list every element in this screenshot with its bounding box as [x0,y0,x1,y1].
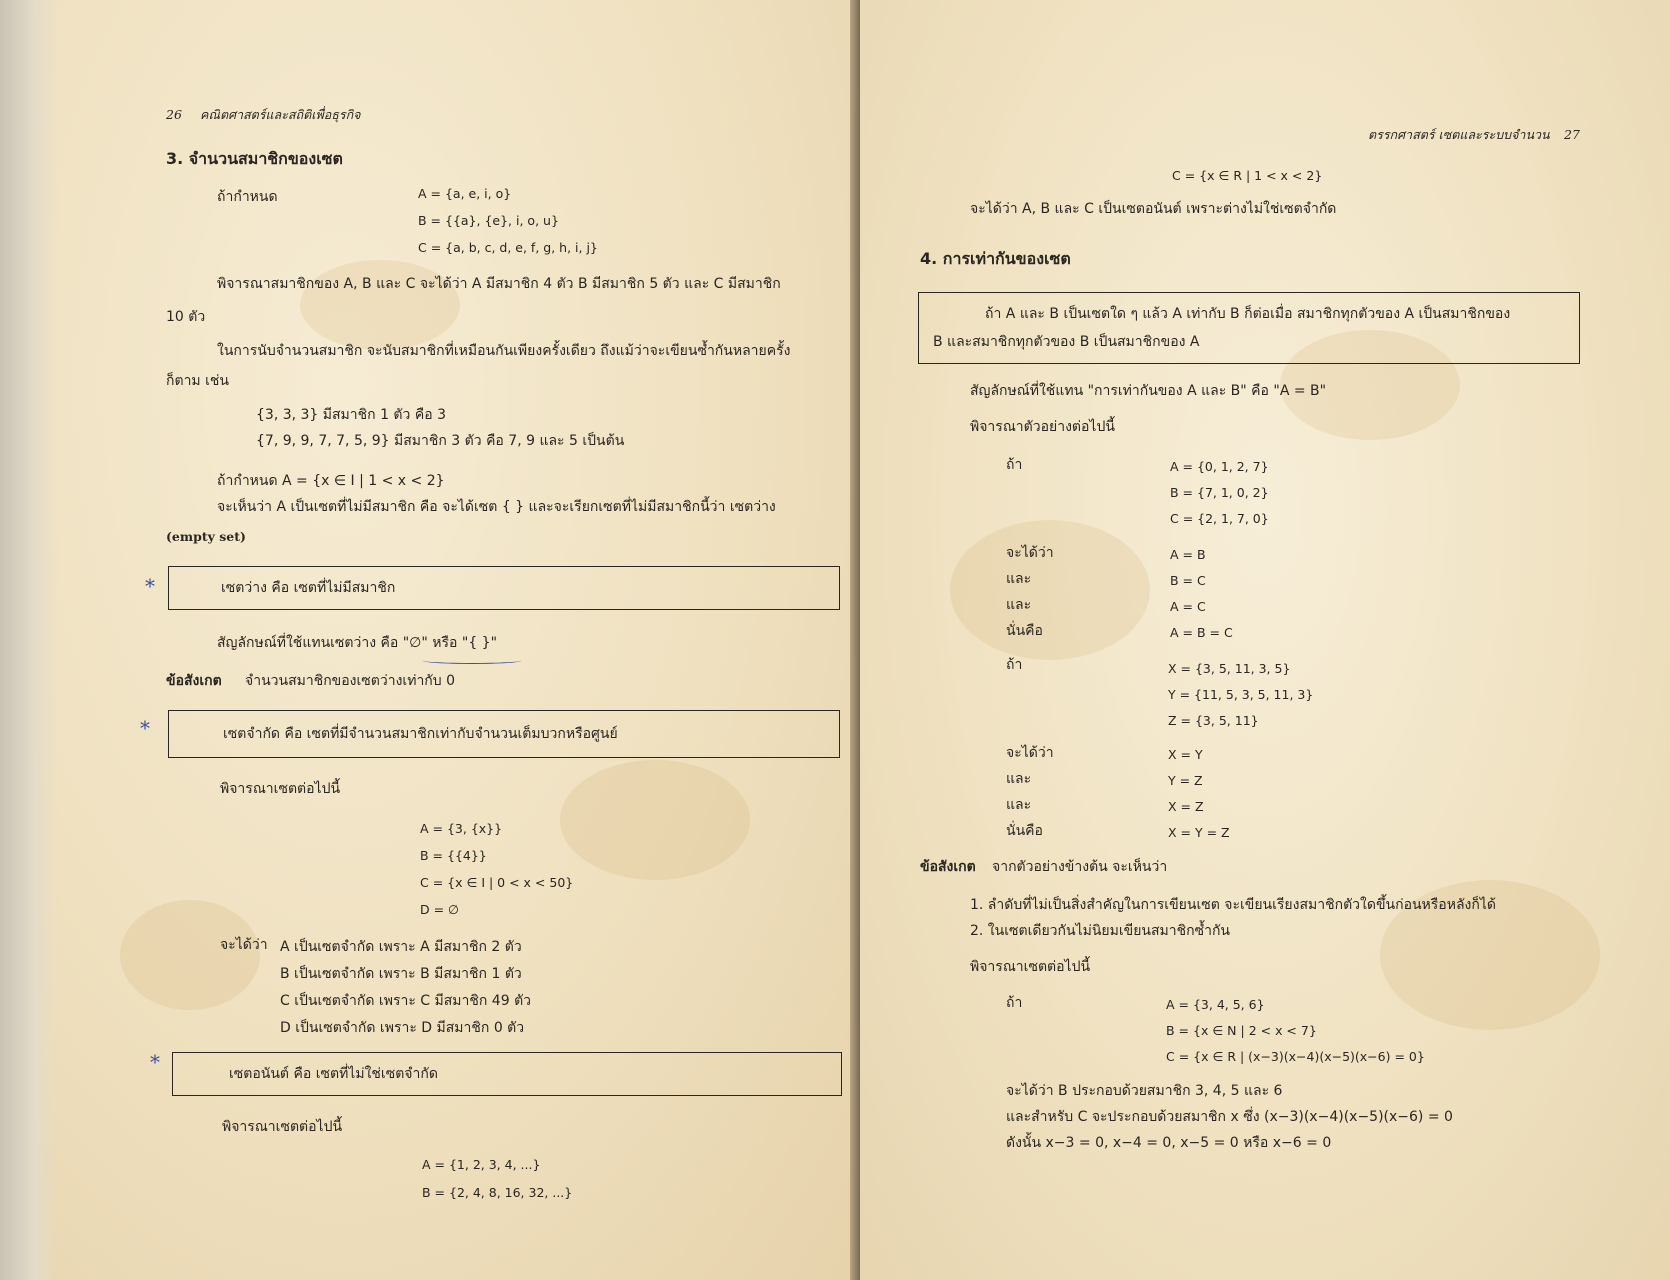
pen-underline [422,657,522,664]
set-definition: C = {x ∈ R | 1 < x < 2} [1172,168,1323,183]
set-definition: A = {3, {x}} [420,821,503,836]
definition-box [168,566,840,610]
paragraph: พิจารณาตัวอย่างต่อไปนี้ [970,419,1115,435]
running-head: ตรรกศาสตร์ เซตและระบบจำนวน [1368,127,1550,142]
result-label: จะได้ว่า [1006,745,1054,761]
result-label: นั่นคือ [1006,823,1043,839]
result-label: นั่นคือ [1006,623,1043,639]
set-definition: Y = {11, 5, 3, 5, 11, 3} [1168,687,1314,702]
final-line: และสำหรับ C จะประกอบด้วยสมาชิก x ซึ่ง (x−3)(x−4)(x−5)(x−6) = 0 [1006,1109,1453,1125]
paragraph: สัญลักษณ์ที่ใช้แทนเซตว่าง คือ "∅" หรือ "{ }" [217,635,498,651]
finite-line: D เป็นเซตจำกัด เพราะ D มีสมาชิก 0 ตัว [280,1020,525,1036]
stain [300,260,460,350]
set-definition: Z = {3, 5, 11} [1168,713,1259,728]
if-label: ถ้า [1006,457,1023,473]
pen-mark: * [145,574,155,598]
set-definition: B = {7, 1, 0, 2} [1170,485,1269,500]
pen-mark: * [150,1050,160,1074]
definition-box [172,1052,842,1096]
result-label: และ [1006,797,1032,813]
set-definition: B = {x ∈ N | 2 < x < 7} [1166,1023,1317,1038]
finite-line: B เป็นเซตจำกัด เพราะ B มีสมาชิก 1 ตัว [280,966,522,982]
result-label: และ [1006,771,1032,787]
note-text: จากตัวอย่างข้างต้น จะเห็นว่า [992,859,1168,875]
result-line: X = Y = Z [1168,825,1230,840]
section-heading: 3. จำนวนสมาชิกของเซต [166,149,343,168]
paragraph: พิจารณาเซตต่อไปนี้ [222,1119,343,1135]
set-definition: A = {3, 4, 5, 6} [1166,997,1265,1012]
paragraph: (empty set) [166,529,246,544]
page-number: 27 [1564,127,1580,142]
definition-text: เซตจำกัด คือ เซตที่มีจำนวนสมาชิกเท่ากับจำนวนเต็มบวกหรือศูนย์ [223,726,618,742]
result-line: A = C [1170,599,1206,614]
paragraph: ก็ตาม เช่น [166,373,229,389]
so-label: จะได้ว่า [220,937,268,953]
result-line: X = Y [1168,747,1203,762]
stain [950,520,1150,660]
set-definition: X = {3, 5, 11, 3, 5} [1168,661,1291,676]
note-item: 1. ลำดับที่ไม่เป็นสิ่งสำคัญในการเขียนเซต จะเขียนเรียงสมาชิกตัวใดขึ้นก่อนหรือหลังก็ได้ [970,897,1496,913]
set-definition: A = {1, 2, 3, 4, ...} [422,1157,541,1172]
final-line: จะได้ว่า B ประกอบด้วยสมาชิก 3, 4, 5 และ 6 [1006,1083,1283,1099]
if-label: ถ้า [1006,995,1023,1011]
set-definition: C = {x ∈ R | (x−3)(x−4)(x−5)(x−6) = 0} [1166,1049,1425,1064]
definition-box [918,292,1580,364]
page-number: 26 [166,107,182,122]
stain [560,760,750,880]
finite-line: A เป็นเซตจำกัด เพราะ A มีสมาชิก 2 ตัว [280,939,522,955]
set-definition: C = {2, 1, 7, 0} [1170,511,1269,526]
page-edge [0,0,58,1280]
paragraph: ในการนับจำนวนสมาชิก จะนับสมาชิกที่เหมือนกันเพียงครั้งเดียว ถึงแม้ว่าจะเขียนซ้ำกันหลายครั้ง [217,343,791,359]
result-label: และ [1006,571,1032,587]
set-definition: B = {2, 4, 8, 16, 32, ...} [422,1185,573,1200]
note-item: 2. ในเซตเดียวกันไม่นิยมเขียนสมาชิกซ้ำกัน [970,923,1231,939]
paragraph: พิจารณาเซตต่อไปนี้ [220,781,341,797]
right-page [860,0,1670,1280]
set-definition: D = ∅ [420,902,459,917]
paragraph: ถ้ากำหนด A = {x ∈ I | 1 < x < 2} [217,473,445,489]
paragraph: สัญลักษณ์ที่ใช้แทน "การเท่ากันของ A และ B" คือ "A = B" [970,383,1327,399]
set-definition: B = {{4}} [420,848,487,863]
paragraph: พิจารณาสมาชิกของ A, B และ C จะได้ว่า A มีสมาชิก 4 ตัว B มีสมาชิก 5 ตัว และ C มีสมาชิก [217,276,781,292]
result-line: A = B [1170,547,1206,562]
given-label: ถ้ากำหนด [217,189,278,205]
paragraph: พิจารณาเซตต่อไปนี้ [970,959,1091,975]
paragraph: จะได้ว่า A, B และ C เป็นเซตอนันต์ เพราะต่างไม่ใช่เซตจำกัด [970,201,1337,217]
result-line: Y = Z [1168,773,1203,788]
running-head: คณิตศาสตร์และสถิติเพื่อธุรกิจ [200,107,361,122]
definition-text: B และสมาชิกทุกตัวของ B เป็นสมาชิกของ A [933,334,1200,350]
result-line: B = C [1170,573,1206,588]
result-line: A = B = C [1170,625,1233,640]
section-heading: 4. การเท่ากันของเซต [920,249,1071,268]
result-label: และ [1006,597,1032,613]
result-label: จะได้ว่า [1006,545,1054,561]
note-label: ข้อสังเกต [920,859,976,875]
definition-text: เซตอนันต์ คือ เซตที่ไม่ใช่เซตจำกัด [229,1066,438,1082]
set-definition: A = {a, e, i, o} [418,186,512,201]
definition-text: ถ้า A และ B เป็นเซตใด ๆ แล้ว A เท่ากับ B ก็ต่อเมื่อ สมาชิกทุกตัวของ A เป็นสมาชิกของ [985,306,1511,322]
finite-line: C เป็นเซตจำกัด เพราะ C มีสมาชิก 49 ตัว [280,993,532,1009]
paragraph: จะเห็นว่า A เป็นเซตที่ไม่มีสมาชิก คือ จะได้เซต { } และจะเรียกเซตที่ไม่มีสมาชิกนี้ว่า เซตว่าง [217,499,776,515]
note-text: จำนวนสมาชิกของเซตว่างเท่ากับ 0 [245,673,456,689]
paragraph: 10 ตัว [166,309,206,325]
example-line: {3, 3, 3} มีสมาชิก 1 ตัว คือ 3 [256,407,446,423]
stain [120,900,260,1010]
pen-mark: * [140,716,150,740]
set-definition: C = {x ∈ I | 0 < x < 50} [420,875,574,890]
set-definition: C = {a, b, c, d, e, f, g, h, i, j} [418,240,598,255]
set-definition: A = {0, 1, 2, 7} [1170,459,1269,474]
if-label: ถ้า [1006,657,1023,673]
definition-text: เซตว่าง คือ เซตที่ไม่มีสมาชิก [221,580,396,596]
definition-box [168,710,840,758]
example-line: {7, 9, 9, 7, 7, 5, 9} มีสมาชิก 3 ตัว คือ 7, 9 และ 5 เป็นต้น [256,433,625,449]
note-label: ข้อสังเกต [166,673,222,689]
final-line: ดังนั้น x−3 = 0, x−4 = 0, x−5 = 0 หรือ x−6 = 0 [1006,1135,1332,1151]
set-definition: B = {{a}, {e}, i, o, u} [418,213,559,228]
result-line: X = Z [1168,799,1204,814]
